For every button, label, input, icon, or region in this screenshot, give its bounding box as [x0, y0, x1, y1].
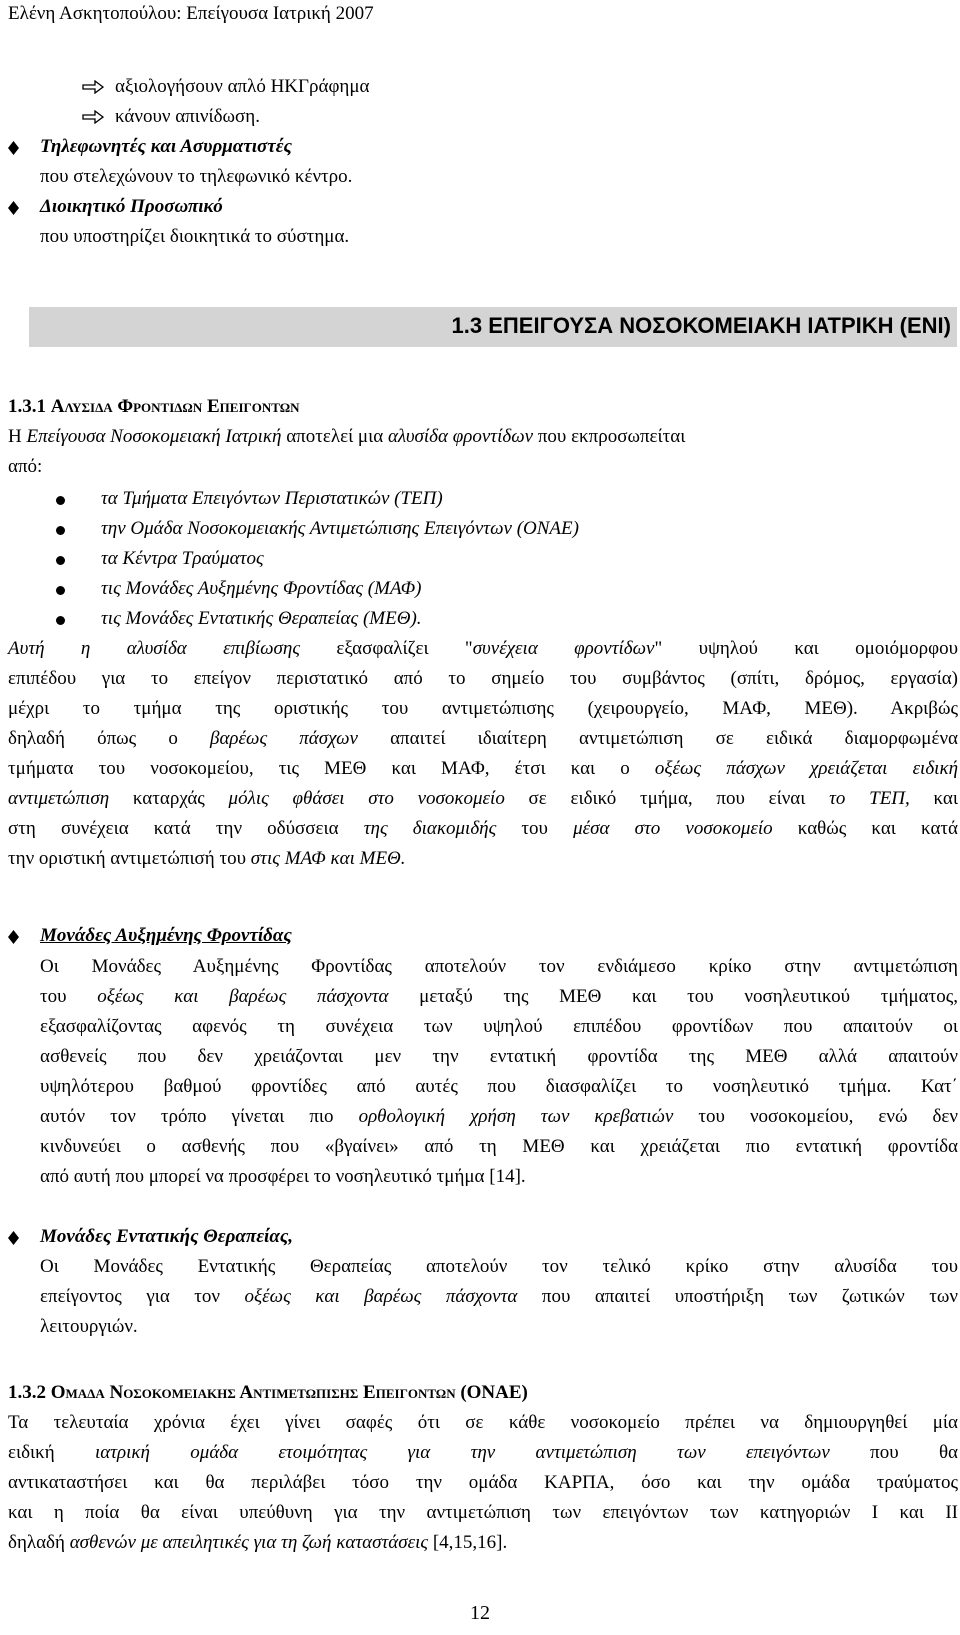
text-run: δηλαδή όπως ο [8, 728, 210, 749]
section-heading-bar [29, 307, 957, 347]
text-run: αντιμετώπιση [8, 788, 110, 809]
subsection-number: 1.3.2 [8, 1382, 46, 1403]
list-item: την Ομάδα Νοσοκομειακής Αντιμετώπισης Επειγόντων (ΟΝΑΕ) [101, 518, 579, 539]
paragraph-line: λειτουργιών. [40, 1316, 138, 1337]
paragraph-line [40, 1102, 958, 1132]
text-run: ορθολογική χρήση των κρεβατιών [358, 1106, 674, 1127]
list-item: τις Μονάδες Εντατικής Θεραπείας (ΜΕΘ). [101, 608, 422, 629]
text-run: " υψηλού και ομοιόμορφου [654, 638, 958, 659]
paragraph-line: Οι Μονάδες Αυξημένης Φροντίδας αποτελούν τον ενδιάμεσο κρίκο στην αντιμετώπιση [40, 956, 958, 977]
dot-bullet-icon [56, 556, 65, 565]
text-run: ασθενών με απειλητικές για τη ζωή καταστάσεις [69, 1532, 429, 1553]
paragraph-line: ασθενείς που δεν χρειάζονται μεν την εντατική φροντίδα της ΜΕΘ αλλά απαιτούν [40, 1046, 958, 1067]
paragraph-line [8, 634, 958, 664]
text-run: Αυτή η αλυσίδα επιβίωσης [8, 638, 301, 659]
text-run: της διακομιδής [363, 818, 497, 839]
text-run: που θα [829, 1442, 959, 1463]
paragraph-line [8, 724, 958, 754]
text-run: δηλαδή [8, 1532, 70, 1553]
text-run: απαιτεί ιδιαίτερη αντιμετώπιση σε ειδικά διαμορφωμένα [357, 728, 958, 749]
text-run: αυτόν τον τρόπο γίνεται πιο [40, 1106, 359, 1127]
dot-bullet-icon [56, 496, 65, 505]
subsection-title: Ομαδα Νοσοκομειακης Αντιμετωπισης Επειγοντων (ΟΝΑΕ) [50, 1382, 528, 1403]
text-run: τμήματα του νοσοκομείου, τις ΜΕΘ και ΜΑΦ, έτσι και ο [8, 758, 655, 779]
dot-bullet-icon [56, 526, 65, 535]
diamond-bullet-icon [8, 930, 19, 944]
text-run: βαρέως πάσχων [209, 728, 358, 749]
dot-bullet-icon [56, 586, 65, 595]
subsection-heading [8, 1378, 528, 1408]
text-run: καθώς και κατά [772, 818, 958, 839]
paragraph-line: επιπέδου για το επείγον περιστατικό από το σημείο του συμβάντος (σπίτι, δρόμος, εργασία) [8, 668, 958, 689]
bullet-title: Τηλεφωνητές και Ασυρματιστές [40, 136, 292, 157]
bullet-text: που στελεχώνουν το τηλεφωνικό κέντρο. [40, 166, 353, 187]
text-run: στη συνέχεια κατά την οδύσσεια [8, 818, 364, 839]
subsection-title: Αλυσιδα Φροντιδων Επειγοντων [50, 396, 300, 417]
text-run: μόλις φθάσει στο νοσοκομείο [228, 788, 505, 809]
paragraph-line: από αυτή που μπορεί να προσφέρει το νοσηλευτικό τμήμα [14]. [40, 1166, 526, 1187]
subsection-heading [8, 392, 300, 422]
paragraph-line: αντικαταστήσει και θα περιλάβει τόσο την ομάδα ΚΑΡΠΑ, όσο και την ομάδα τραύματος [8, 1472, 958, 1493]
bullet-title: Διοικητικό Προσωπικό [40, 196, 223, 217]
text-run: Η [8, 426, 27, 447]
text-run: την οριστική αντιμετώπισή του [8, 848, 251, 869]
page-number: 12 [470, 1602, 490, 1624]
text-run: μέσα στο νοσοκομείο [573, 818, 773, 839]
text-run: σε ειδικό τμήμα, που είναι [504, 788, 830, 809]
text-run: συνέχεια φροντίδων [472, 638, 655, 659]
intro-line: από: [8, 456, 43, 477]
paragraph-line: υψηλότερου βαθμού φροντίδες από αυτές που διασφαλίζει το νοσηλευτικό τμήμα. Κατ΄ [40, 1076, 958, 1097]
diamond-bullet-icon [8, 1231, 19, 1245]
paragraph-line: και η ποία θα είναι υπεύθυνη για την αντιμετώπιση των επειγόντων των κατηγοριών Ι και ΙΙ [8, 1502, 958, 1523]
paragraph-line [40, 1282, 958, 1312]
text-run: [4,15,16]. [428, 1532, 508, 1553]
text-run: καταρχάς [109, 788, 229, 809]
text-run: μεταξύ της ΜΕΘ και του νοσηλευτικού τμήματος, [388, 986, 958, 1007]
text-run: εξασφαλίζει " [300, 638, 473, 659]
list-item: τα Κέντρα Τραύματος [101, 548, 264, 569]
list-item: τα Τμήματα Επειγόντων Περιστατικών (ΤΕΠ) [101, 488, 443, 509]
block-title: Μονάδες Εντατικής Θεραπείας, [40, 1226, 294, 1247]
bullet-text: που υποστηρίζει διοικητικά το σύστημα. [40, 226, 350, 247]
paragraph-line: Τα τελευταία χρόνια έχει γίνει σαφές ότι σε κάθε νοσοκομείο πρέπει να δημιουργηθεί μία [8, 1412, 958, 1433]
paragraph-line: Οι Μονάδες Εντατικής Θεραπείας αποτελούν τον τελικό κρίκο στην αλυσίδα του [40, 1256, 958, 1277]
text-run: του [496, 818, 574, 839]
text-run: οξέως και βαρέως πάσχοντα [97, 986, 389, 1007]
paragraph-line: μέχρι το τμήμα της οριστικής του αντιμετώπισης (χειρουργείο, ΜΑΦ, ΜΕΘ). Ακριβώς [8, 698, 958, 719]
text-run: οξέως και βαρέως πάσχοντα [244, 1286, 518, 1307]
paragraph-line [8, 1528, 958, 1558]
block-title: Μονάδες Αυξημένης Φροντίδας [40, 925, 292, 946]
text-run: επείγοντος για τον [40, 1286, 245, 1307]
text-run: που εκπροσωπείται [533, 426, 686, 447]
paragraph-line [8, 784, 958, 814]
diamond-bullet-icon [8, 201, 19, 215]
text-run: αλυσίδα φροντίδων [387, 426, 534, 447]
dot-bullet-icon [56, 616, 65, 625]
text-run: οξέως πάσχων χρειάζεται ειδική [654, 758, 958, 779]
hollow-arrow-icon [82, 80, 104, 94]
diamond-bullet-icon [8, 141, 19, 155]
list-item: τις Μονάδες Αυξημένης Φροντίδας (ΜΑΦ) [101, 578, 422, 599]
paragraph-line [8, 814, 958, 844]
text-run: και [909, 788, 958, 809]
text-run: το ΤΕΠ, [829, 788, 910, 809]
paragraph-line: κινδυνεύει ο ασθενής που «βγαίνει» από τη ΜΕΘ και χρειάζεται πιο εντατική φροντίδα [40, 1136, 958, 1157]
hollow-arrow-icon [82, 110, 104, 124]
text-run: στις ΜΑΦ και ΜΕΘ. [250, 848, 406, 869]
text-run: του [40, 986, 98, 1007]
paragraph-line [8, 754, 958, 784]
paragraph-line: εξασφαλίζοντας αφενός τη συνέχεια των υψηλού επιπέδου φροντίδων που απαιτούν οι [40, 1016, 958, 1037]
text-run: ειδική [8, 1442, 95, 1463]
running-header: Ελένη Ασκητοπούλου: Επείγουσα Ιατρική 2007 [8, 3, 374, 24]
paragraph-line [8, 1438, 958, 1468]
subsection-number: 1.3.1 [8, 396, 46, 417]
text-run: Επείγουσα Νοσοκομειακή Ιατρική [26, 426, 282, 447]
section-title: 1.3 ΕΠΕΙΓΟΥΣΑ ΝΟΣΟΚΟΜΕΙΑΚΗ ΙΑΤΡΙΚΗ (ΕΝΙ) [451, 313, 951, 338]
text-run: αποτελεί μια [281, 426, 388, 447]
text-run: που απαιτεί υποστήριξη των ζωτικών των [517, 1286, 958, 1307]
paragraph-line [40, 982, 958, 1012]
text-run: ιατρική ομάδα ετοιμότητας για την αντιμετώπιση των επειγόντων [94, 1442, 830, 1463]
text-run: του νοσοκομείου, ενώ δεν [673, 1106, 958, 1127]
intro-line [8, 422, 685, 452]
paragraph-line [8, 844, 958, 874]
arrow-item: αξιολογήσουν απλό ΗΚΓράφημα [115, 76, 370, 97]
arrow-item: κάνουν απινίδωση. [115, 106, 260, 127]
